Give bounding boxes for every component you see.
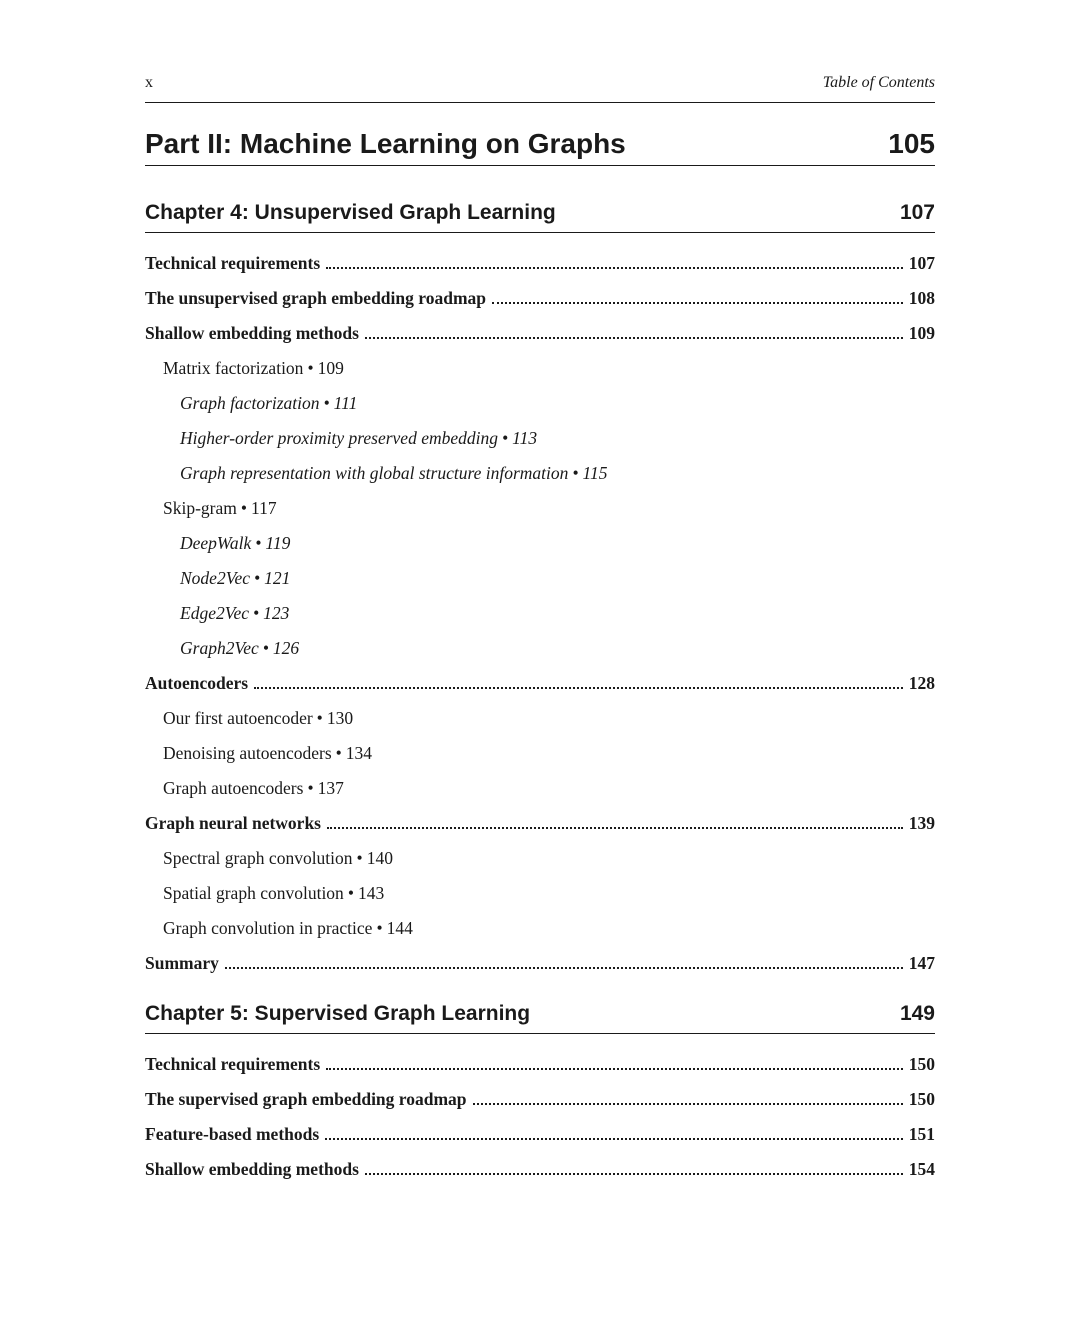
toc-subentry-page: 143 <box>357 883 385 903</box>
page-header <box>145 74 935 103</box>
toc-subentry-title: Graph autoencoders <box>163 778 304 798</box>
bullet-separator: • <box>323 393 330 413</box>
chapter-title: Chapter 4: Unsupervised Graph Learning <box>145 201 556 224</box>
toc-subentry-page: 117 <box>251 498 277 518</box>
dot-leader <box>326 1068 903 1070</box>
toc-subentry-title: Graph factorization <box>180 393 320 413</box>
dot-leader <box>365 337 903 339</box>
chapter-title: Chapter 5: Supervised Graph Learning <box>145 1002 531 1025</box>
toc-entry[interactable] <box>145 1159 935 1187</box>
toc-subentry-title: Edge2Vec <box>180 603 249 623</box>
toc-entry-title: Graph neural networks <box>145 813 321 833</box>
bullet-separator: • <box>253 603 260 623</box>
toc-entry-title: Feature-based methods <box>145 1124 320 1144</box>
bullet-separator: • <box>501 428 509 448</box>
toc-entry[interactable] <box>145 813 935 841</box>
toc-subentry-title: Spectral graph convolution <box>163 848 353 868</box>
toc-subentry-page: 137 <box>317 778 344 798</box>
toc-subentry[interactable] <box>163 848 393 874</box>
toc-entry-page: 150 <box>908 1089 935 1109</box>
dot-leader <box>473 1103 903 1105</box>
toc-entry-page: 139 <box>908 813 935 833</box>
toc-entry-title: Shallow embedding methods <box>145 323 359 343</box>
chapter-page: 149 <box>899 1002 935 1025</box>
part-heading <box>145 128 935 166</box>
bullet-separator: • <box>255 533 262 553</box>
toc-subentry[interactable] <box>163 498 277 524</box>
bullet-separator: • <box>356 848 363 868</box>
dot-leader <box>327 827 903 829</box>
toc-entry-title: Autoencoders <box>145 673 249 693</box>
toc-entry-title: Technical requirements <box>145 1054 321 1074</box>
toc-subentry[interactable] <box>180 568 290 594</box>
toc-subentry-title: Matrix factorization <box>163 358 304 378</box>
toc-subentry-page: 126 <box>272 638 300 658</box>
toc-subentry[interactable] <box>163 883 384 909</box>
bullet-separator: • <box>316 708 323 728</box>
toc-entry[interactable] <box>145 673 935 701</box>
part-title: Part II: Machine Learning on Graphs <box>145 128 626 159</box>
toc-entry-page: 107 <box>908 253 935 273</box>
chapter-heading <box>145 1002 935 1034</box>
toc-subentry-title: Graph convolution in practice <box>163 918 373 938</box>
dot-leader <box>225 967 903 969</box>
toc-entry[interactable] <box>145 323 935 351</box>
toc-subentry[interactable] <box>163 743 372 769</box>
toc-subentry[interactable] <box>180 533 290 559</box>
chapter-heading <box>145 201 935 233</box>
toc-entry[interactable] <box>145 1124 935 1152</box>
running-title: Table of Contents <box>822 74 935 91</box>
toc-entry[interactable] <box>145 253 935 281</box>
bullet-separator: • <box>307 358 314 378</box>
toc-subentry-title: Node2Vec <box>180 568 250 588</box>
toc-subentry-page: 109 <box>317 358 344 378</box>
toc-entry[interactable] <box>145 288 935 316</box>
chapter-page: 107 <box>899 201 935 224</box>
toc-entry-title: Shallow embedding methods <box>145 1159 359 1179</box>
toc-subentry[interactable] <box>163 708 353 734</box>
toc-subentry[interactable] <box>163 358 344 384</box>
dot-leader <box>254 687 903 689</box>
toc-entry-page: 109 <box>908 323 935 343</box>
toc-subentry[interactable] <box>163 778 344 804</box>
toc-subentry-title: Higher-order proximity preserved embedding <box>180 428 498 448</box>
toc-subentry-title: Denoising autoencoders <box>163 743 332 763</box>
bullet-separator: • <box>347 883 354 903</box>
bullet-separator: • <box>335 743 342 763</box>
bullet-separator: • <box>262 638 269 658</box>
toc-entry-title: Summary <box>145 953 219 973</box>
toc-subentry[interactable] <box>180 428 537 454</box>
toc-subentry[interactable] <box>180 638 299 664</box>
toc-subentry-title: Graph representation with global structure information <box>180 463 569 483</box>
toc-subentry-page: 119 <box>265 533 291 553</box>
toc-entry-page: 154 <box>908 1159 935 1179</box>
toc-subentry-page: 144 <box>386 918 413 938</box>
toc-entry-title: Technical requirements <box>145 253 321 273</box>
toc-subentry-page: 111 <box>333 393 358 413</box>
toc-subentry-title: Our first autoencoder <box>163 708 313 728</box>
toc-subentry-title: Spatial graph convolution <box>163 883 344 903</box>
toc-entry-page: 108 <box>908 288 935 308</box>
dot-leader <box>326 267 903 269</box>
toc-entry-page: 128 <box>908 673 935 693</box>
toc-subentry-title: Skip-gram <box>163 498 237 518</box>
toc-entry-page: 151 <box>908 1124 935 1144</box>
toc-entry[interactable] <box>145 1054 935 1082</box>
toc-entry-page: 147 <box>908 953 935 973</box>
toc-subentry-page: 140 <box>366 848 393 868</box>
toc-subentry-page: 123 <box>263 603 290 623</box>
toc-entry-title: The unsupervised graph embedding roadmap <box>145 288 487 308</box>
toc-subentry-title: DeepWalk <box>180 533 252 553</box>
toc-entry[interactable] <box>145 953 935 981</box>
bullet-separator: • <box>572 463 579 483</box>
page-number: x <box>145 74 153 91</box>
toc-subentry[interactable] <box>163 918 413 944</box>
toc-subentry-page: 121 <box>264 568 291 588</box>
toc-entry[interactable] <box>145 1089 935 1117</box>
toc-subentry-page: 130 <box>326 708 354 728</box>
dot-leader <box>325 1138 903 1140</box>
bullet-separator: • <box>376 918 383 938</box>
bullet-separator: • <box>240 498 248 518</box>
toc-subentry[interactable] <box>180 463 608 489</box>
toc-entry-page: 150 <box>908 1054 935 1074</box>
toc-subentry-page: 115 <box>582 463 608 483</box>
dot-leader <box>365 1173 903 1175</box>
part-page: 105 <box>888 128 935 159</box>
toc-subentry-page: 113 <box>512 428 538 448</box>
toc-entry-title: The supervised graph embedding roadmap <box>145 1089 467 1109</box>
toc-subentry[interactable] <box>180 393 357 419</box>
bullet-separator: • <box>253 568 261 588</box>
toc-subentry-page: 134 <box>345 743 373 763</box>
dot-leader <box>492 302 903 304</box>
toc-subentry-title: Graph2Vec <box>180 638 259 658</box>
toc-subentry[interactable] <box>180 603 289 629</box>
bullet-separator: • <box>307 778 314 798</box>
